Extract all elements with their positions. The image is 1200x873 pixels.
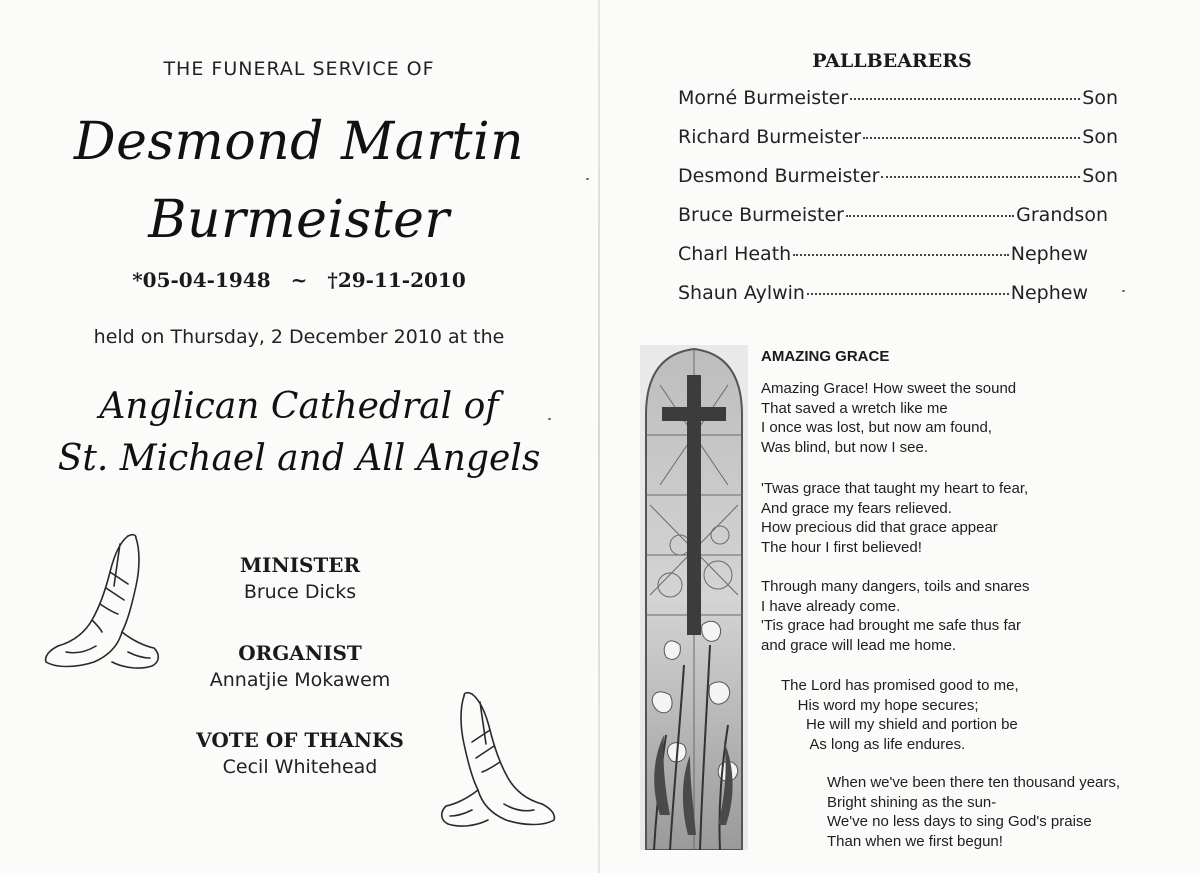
hymn-line: He will my shield and portion be xyxy=(781,716,1018,733)
hymn-line: Than when we first begun! xyxy=(827,832,1003,850)
leader-dots xyxy=(807,293,1009,295)
date-separator: ~ xyxy=(290,268,308,292)
pallbearer-row xyxy=(678,204,1108,232)
role-organist xyxy=(140,641,460,691)
hymn-line: When we've been there ten thousand years, xyxy=(827,774,1121,791)
role-name: Cecil Whitehead xyxy=(222,756,378,778)
birth-date: *05-04-1948 xyxy=(132,268,271,292)
hymn-line: His word my hope secures; xyxy=(781,696,979,714)
pallbearer-relation: Nephew xyxy=(1010,243,1088,265)
role-name: Bruce Dicks xyxy=(243,581,357,603)
venue-line1: Anglican Cathedral of xyxy=(99,386,499,427)
hymn-verse xyxy=(827,773,1120,851)
pallbearer-row xyxy=(678,165,1118,193)
hymn-line: I have already come. xyxy=(761,597,901,615)
pallbearer-row xyxy=(678,282,1088,310)
hymn-title: AMAZING GRACE xyxy=(761,348,890,365)
hymn-line: How precious did that grace appear xyxy=(761,519,998,536)
hymn-line: That saved a wretch like me xyxy=(761,399,948,417)
hymn-line: Bright shining as the sun- xyxy=(827,793,997,811)
death-date: †29-11-2010 xyxy=(327,268,466,292)
leader-dots xyxy=(863,137,1080,139)
pallbearer-name: Shaun Aylwin xyxy=(678,282,805,304)
hymn-line: 'Twas grace that taught my heart to fear, xyxy=(761,480,1029,497)
intro-heading: THE FUNERAL SERVICE OF xyxy=(163,58,435,80)
hymn-line: As long as life endures. xyxy=(781,735,966,753)
pallbearers-heading: PALLBEARERS xyxy=(812,50,972,72)
pallbearer-name: Morné Burmeister xyxy=(678,87,849,109)
hymn-line: The Lord has promised good to me, xyxy=(781,677,1019,694)
deceased-name-line1: Desmond Martin xyxy=(73,112,525,172)
hymn-verse xyxy=(761,577,1029,655)
pallbearer-name: Charl Heath xyxy=(678,243,792,265)
hymn-verse xyxy=(761,379,1016,457)
role-title: VOTE OF THANKS xyxy=(196,728,404,752)
hymn-line: I once was lost, but now am found, xyxy=(761,419,992,436)
hymn-line: Was blind, but now I see. xyxy=(761,438,929,456)
pallbearer-relation: Nephew xyxy=(1010,282,1088,304)
hymn-line: Through many dangers, toils and snares xyxy=(761,578,1030,595)
role-minister xyxy=(140,553,460,603)
pallbearer-name: Richard Burmeister xyxy=(678,126,862,148)
service-date-line: held on Thursday, 2 December 2010 at the xyxy=(93,326,505,348)
hymn-line: Amazing Grace! How sweet the sound xyxy=(761,380,1017,397)
pallbearer-row xyxy=(678,87,1118,115)
praying-hands-icon xyxy=(432,684,564,834)
paper-speck xyxy=(1122,290,1125,292)
leader-dots xyxy=(850,98,1080,100)
role-name: Annatjie Mokawem xyxy=(209,669,391,691)
paper-speck xyxy=(586,178,589,180)
leader-dots xyxy=(881,176,1080,178)
hymn-line: 'Tis grace had brought me safe thus far xyxy=(761,617,1021,634)
hymn-line: We've no less days to sing God's praise xyxy=(827,813,1092,830)
leader-dots xyxy=(793,254,1009,256)
praying-hands-icon xyxy=(36,528,168,676)
role-vote-of-thanks xyxy=(140,728,460,778)
life-dates xyxy=(0,268,598,292)
left-panel xyxy=(0,0,598,873)
hymn-line: and grace will lead me home. xyxy=(761,636,957,654)
pallbearer-relation: Son xyxy=(1082,165,1118,187)
paper-speck xyxy=(548,418,551,420)
hymn-line: The hour I first believed! xyxy=(761,538,922,556)
hymn-verse xyxy=(781,676,1019,754)
pallbearer-row xyxy=(678,126,1118,154)
venue-line2: St. Michael and All Angels xyxy=(57,438,541,479)
pallbearer-name: Desmond Burmeister xyxy=(678,165,880,187)
pallbearer-name: Bruce Burmeister xyxy=(678,204,844,226)
leader-dots xyxy=(846,215,1014,217)
role-title: MINISTER xyxy=(239,553,361,577)
right-panel xyxy=(600,0,1200,873)
stained-glass-window-icon xyxy=(640,345,748,850)
pallbearer-relation: Son xyxy=(1082,87,1118,109)
deceased-name-line2: Burmeister xyxy=(148,190,450,250)
pallbearer-row xyxy=(678,243,1088,271)
role-title: ORGANIST xyxy=(238,641,362,665)
hymn-line: And grace my fears relieved. xyxy=(761,499,952,517)
pallbearer-relation: Son xyxy=(1082,126,1118,148)
pallbearer-relation: Grandson xyxy=(1016,204,1108,226)
hymn-verse xyxy=(761,479,1028,557)
